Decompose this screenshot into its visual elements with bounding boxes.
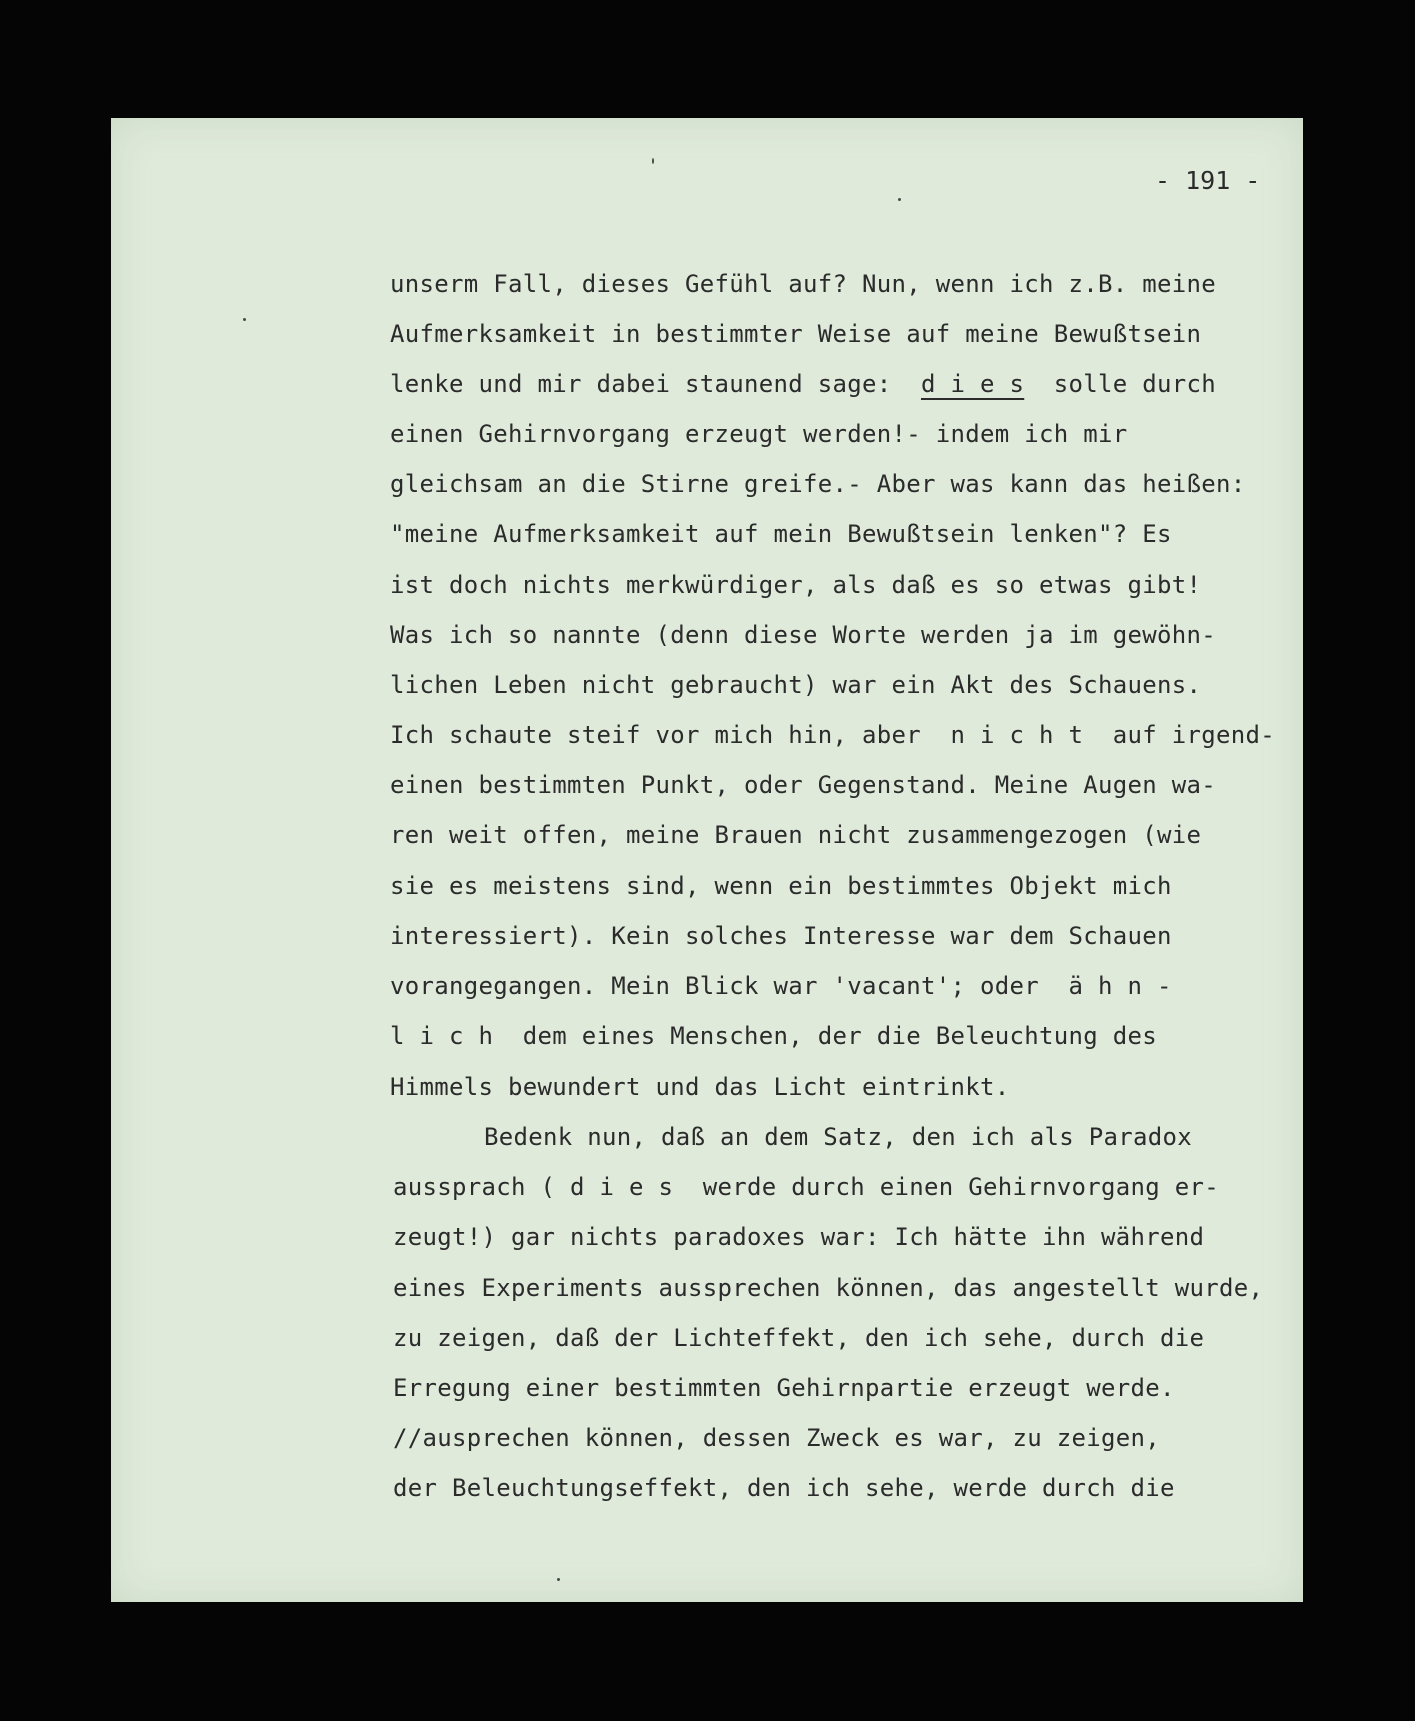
ink-speck (898, 198, 901, 201)
text-line: vorangegangen. Mein Blick war 'vacant'; oder ä h n - (390, 972, 1172, 1000)
ink-speck (243, 318, 246, 321)
text-line: zeugt!) gar nichts paradoxes war: Ich hätte ihn während (393, 1223, 1205, 1251)
text-line: lichen Leben nicht gebraucht) war ein Akt des Schauens. (390, 671, 1202, 699)
text-line: ist doch nichts merkwürdiger, als daß es so etwas gibt! (390, 571, 1202, 599)
text-line: Bedenk nun, daß an dem Satz, den ich als Paradox (484, 1123, 1192, 1151)
text-line: einen Gehirnvorgang erzeugt werden!- indem ich mir (390, 420, 1128, 448)
ink-speck (652, 158, 654, 164)
text-line: zu zeigen, daß der Lichteffekt, den ich sehe, durch die (393, 1324, 1205, 1352)
text-line (390, 370, 1216, 398)
text-line: einen bestimmten Punkt, oder Gegenstand. Meine Augen wa- (390, 771, 1216, 799)
text-line: unserm Fall, dieses Gefühl auf? Nun, wenn ich z.B. meine (390, 270, 1216, 298)
underlined-word: d i e s (920, 370, 1025, 398)
text-line: sie es meistens sind, wenn ein bestimmtes Objekt mich (390, 872, 1172, 900)
text-line: interessiert). Kein solches Interesse war dem Schauen (390, 922, 1172, 950)
text-line: Aufmerksamkeit in bestimmter Weise auf meine Bewußtsein (390, 320, 1202, 348)
text-line: Was ich so nannte (denn diese Worte werden ja im gewöhn- (390, 621, 1216, 649)
ink-speck (557, 1578, 560, 1581)
text-line: Erregung einer bestimmten Gehirnpartie erzeugt werde. (393, 1374, 1175, 1402)
page-number: - 191 - (1155, 166, 1261, 195)
text-line: Himmels bewundert und das Licht eintrinkt. (390, 1073, 1010, 1101)
text-line: //ausprechen können, dessen Zweck es war, zu zeigen, (393, 1424, 1160, 1452)
text-line: l i c h dem eines Menschen, der die Beleuchtung des (390, 1022, 1157, 1050)
text-segment: solle durch (1024, 370, 1216, 398)
text-line: der Beleuchtungseffekt, den ich sehe, werde durch die (393, 1474, 1175, 1502)
text-line: Ich schaute steif vor mich hin, aber n i c h t auf irgend- (390, 721, 1275, 749)
text-line: aussprach ( d i e s werde durch einen Gehirnvorgang er- (393, 1173, 1219, 1201)
text-line: gleichsam an die Stirne greife.- Aber was kann das heißen: (390, 470, 1246, 498)
text-segment: lenke und mir dabei staunend sage: (390, 370, 921, 398)
text-line: eines Experiments aussprechen können, das angestellt wurde, (393, 1274, 1264, 1302)
text-line: "meine Aufmerksamkeit auf mein Bewußtsein lenken"? Es (390, 520, 1172, 548)
text-line: ren weit offen, meine Brauen nicht zusammengezogen (wie (390, 821, 1202, 849)
